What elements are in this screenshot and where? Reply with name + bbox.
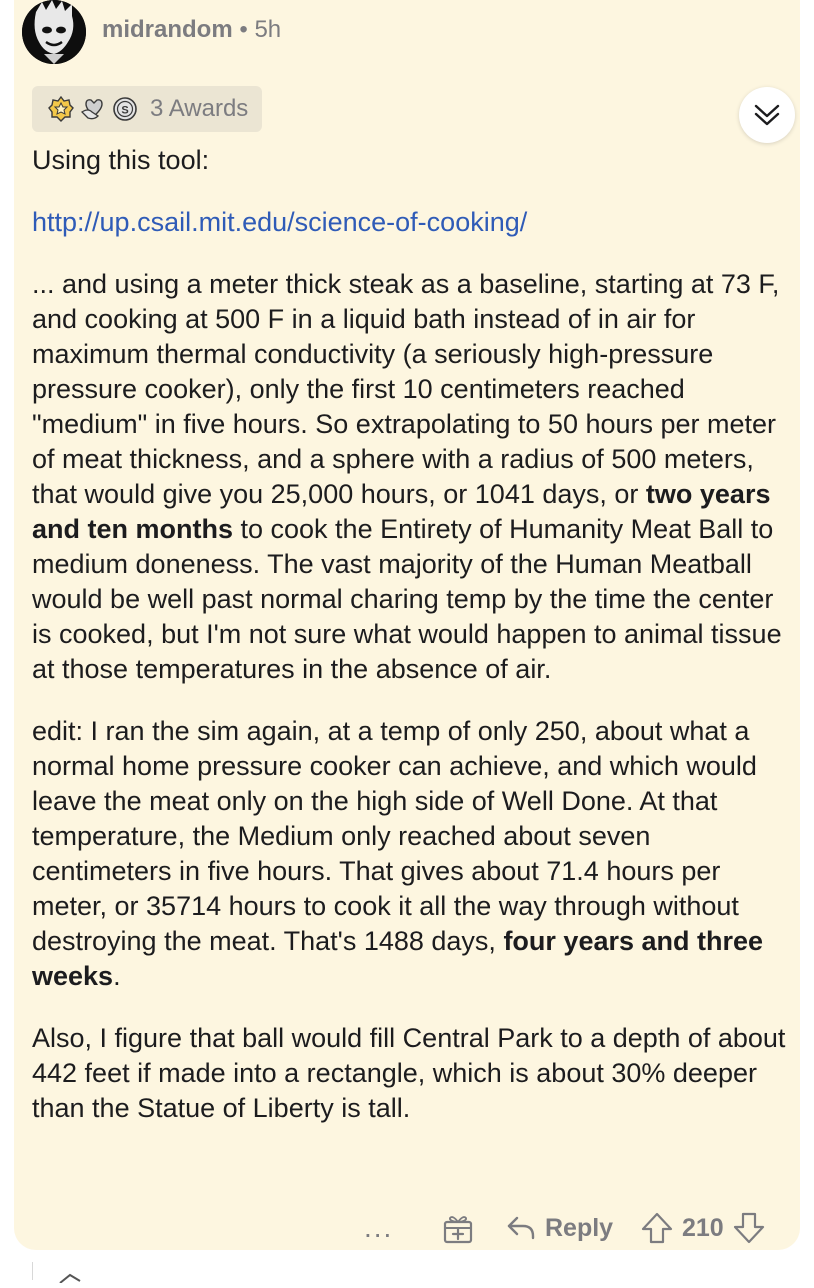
paragraph: Using this tool: [32,145,210,175]
collapse-button[interactable] [739,87,795,143]
thread-line [32,1262,33,1280]
coin-icon [112,96,138,122]
bold-text: four years and three weeks [32,926,764,991]
paragraph: edit: I ran the sim again, at a temp of only 250, about what a normal home pressure cooker can achieve, and which would leave the meat only on the high side of Well Done. At that temperature, the Medium only reached about seven centimeters in five hours. That gives about 71.4 hours per meter, or 35714 hours to cook it all the way through without destroying the meat. That's 1488 days, four years and three weeks. [32,716,764,991]
silver-heart-icon [80,96,106,122]
tool-link[interactable]: http://up.csail.mit.edu/science-of-cooking/ [32,207,528,237]
svg-text:S: S [121,104,129,117]
timestamp: 5h [254,16,282,43]
double-chevron-down-icon [752,100,782,130]
more-options-button[interactable]: ... [364,1212,394,1243]
gift-icon [441,1211,475,1245]
give-award-button[interactable] [441,1206,475,1250]
paragraph: Also, I figure that ball would fill Central Park to a depth of about 442 feet if made into a rectangle, which is about 30% deeper than the Statue of Liberty is tall. [32,1023,786,1123]
vote-controls [640,1206,766,1250]
upvote-icon[interactable] [640,1211,674,1245]
awards-count: 3 Awards [150,95,249,122]
next-comment-arrow-icon [58,1270,88,1288]
gold-badge-icon [48,96,74,122]
comment-body [32,143,788,1153]
downvote-icon[interactable] [732,1211,766,1245]
separator: • [239,16,248,43]
username[interactable]: midrandom [102,16,233,43]
bold-text: two years and ten months [32,479,771,544]
paragraph: ... and using a meter thick steak as a baseline, starting at 73 F, and cooking at 500 F in a liquid bath instead of in air for maximum thermal conductivity (a seriously high-pressure pressure cooker), only the first 10 centimeters reached "medium" in five hours. So extrapolating to 50 hours per meter of meat thickness, and a sphere with a radius of 500 meters, that would give you 25,000 hours, or 1041 days, or two years and ten months to cook the Entirety of Humanity Meat Ball to medium doneness. The vast majority of the Human Meatball would be well past normal charing temp by the time the center is cooked, but I'm not sure what would happen to animal tissue at those temperatures in the absence of air. [32,269,782,684]
awards-bar[interactable] [32,86,262,132]
reply-label: Reply [545,1213,614,1242]
score: 210 [682,1213,724,1242]
comment-header [102,14,281,46]
avatar[interactable] [22,0,86,64]
reply-button[interactable] [505,1206,613,1250]
reply-arrow-icon [505,1214,537,1242]
